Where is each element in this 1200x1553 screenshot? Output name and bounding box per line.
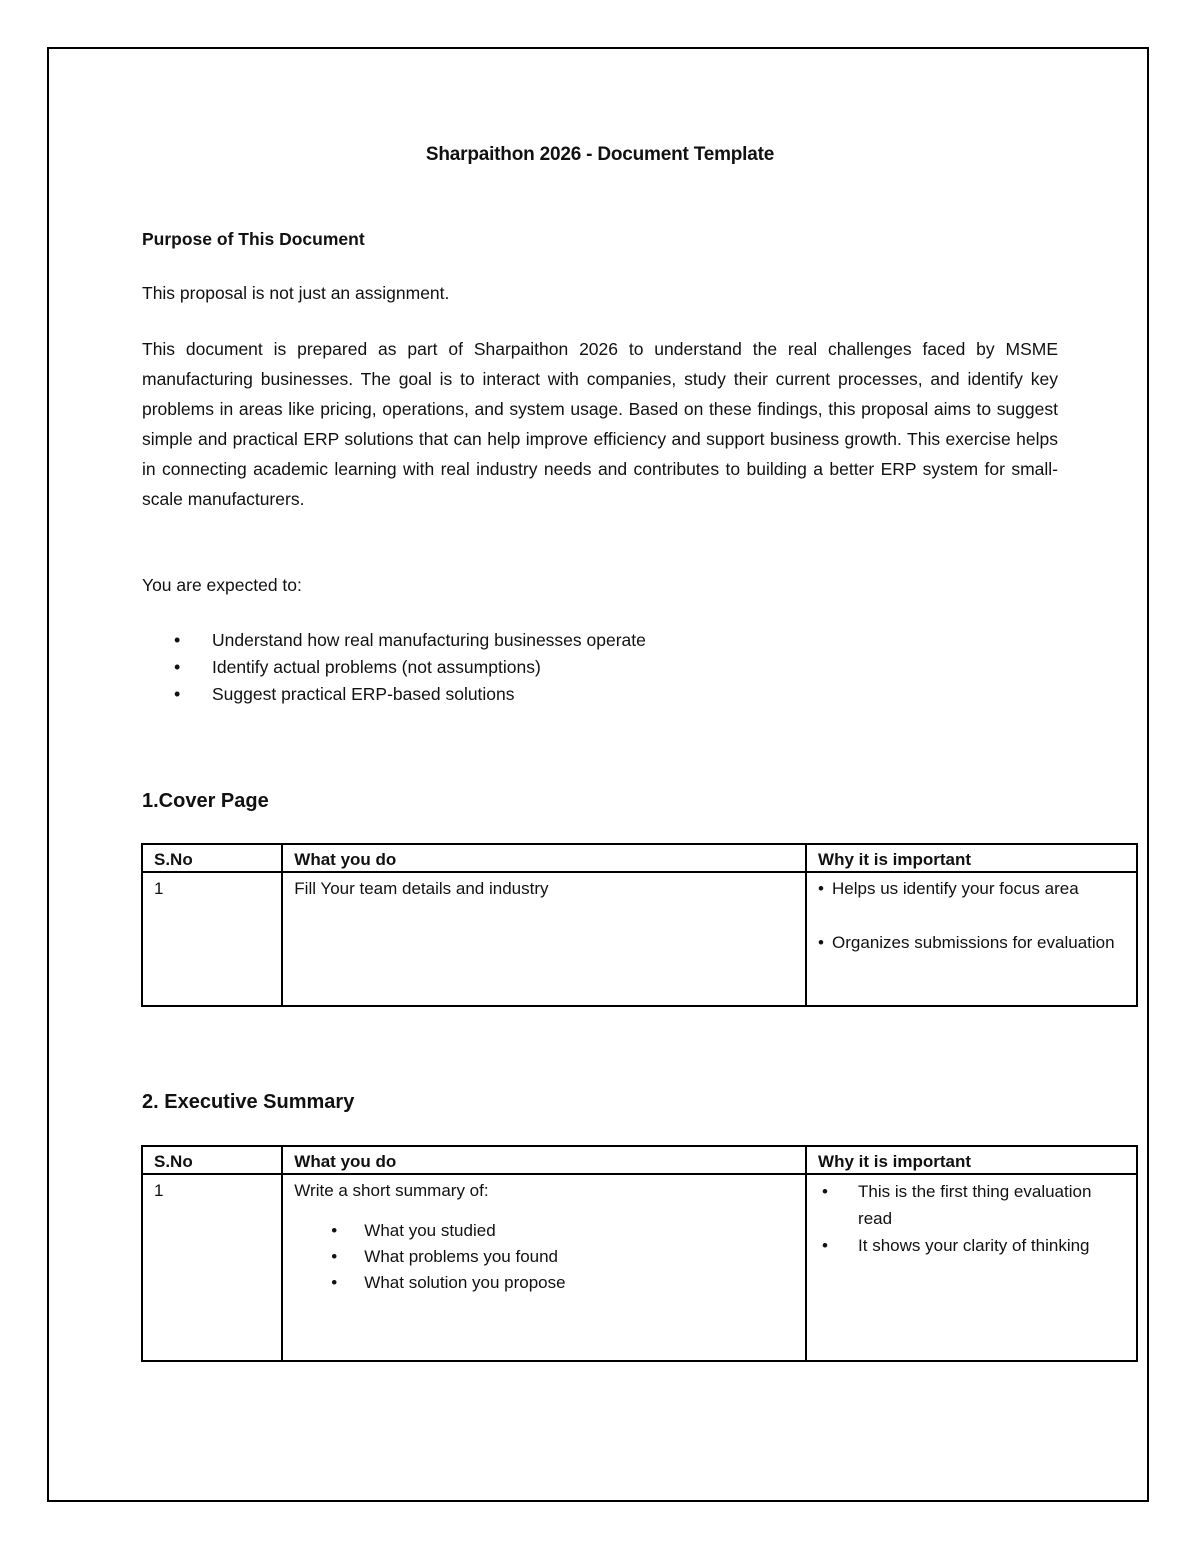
cell-what: Fill Your team details and industry xyxy=(282,872,806,1006)
table-header-row xyxy=(142,1146,1137,1174)
why-list xyxy=(818,876,1126,956)
section-heading-executive-summary: 2. Executive Summary xyxy=(142,1091,355,1113)
list-item: • This is the first thing evaluation read xyxy=(818,1178,1126,1232)
list-item: • What solution you propose xyxy=(294,1270,795,1296)
header-what: What you do xyxy=(282,844,806,872)
list-item: • Identify actual problems (not assumptions) xyxy=(142,654,646,681)
list-item: • Helps us identify your focus area xyxy=(818,876,1126,902)
header-sno: S.No xyxy=(142,1146,282,1174)
table-row xyxy=(142,1174,1137,1361)
expectations-list xyxy=(142,627,646,708)
list-item: • What you studied xyxy=(294,1218,795,1244)
document-title: Sharpaithon 2026 - Document Template xyxy=(425,144,775,165)
cover-page-table xyxy=(141,843,1138,1007)
list-item: • Suggest practical ERP-based solutions xyxy=(142,681,646,708)
list-item: • What problems you found xyxy=(294,1244,795,1270)
intro-line: This proposal is not just an assignment. xyxy=(142,283,450,303)
header-what: What you do xyxy=(282,1146,806,1174)
cell-sno: 1 xyxy=(142,872,282,1006)
why-list xyxy=(818,1178,1126,1259)
cell-sno: 1 xyxy=(142,1174,282,1361)
purpose-heading: Purpose of This Document xyxy=(142,229,365,249)
section-heading-cover-page: 1.Cover Page xyxy=(142,790,269,812)
table-header-row xyxy=(142,844,1137,872)
purpose-paragraph: This document is prepared as part of Sharpaithon 2026 to understand the real challenges faced by MSME manufacturing businesses. The goal is to interact with companies, study their current processes, and identify key problems in areas like pricing, operations, and system usage. Based on these findings, this proposal aims to suggest simple and practical ERP solutions that can help improve efficiency and support business growth. This exercise helps in connecting academic learning with real industry needs and contributes to building a better ERP system for small-scale manufacturers. xyxy=(142,339,1058,509)
summary-intro: Write a short summary of: xyxy=(294,1181,489,1200)
table-row xyxy=(142,872,1137,1006)
header-why: Why it is important xyxy=(806,1146,1137,1174)
cell-what xyxy=(282,1174,806,1361)
cell-why xyxy=(806,1174,1137,1361)
list-item: • Organizes submissions for evaluation xyxy=(818,930,1126,956)
header-why: Why it is important xyxy=(806,844,1137,872)
expected-intro: You are expected to: xyxy=(142,575,302,595)
list-item: • Understand how real manufacturing businesses operate xyxy=(142,627,646,654)
executive-summary-table xyxy=(141,1145,1138,1362)
cell-why xyxy=(806,872,1137,1006)
summary-items xyxy=(294,1218,795,1296)
list-item: • It shows your clarity of thinking xyxy=(818,1232,1126,1259)
header-sno: S.No xyxy=(142,844,282,872)
